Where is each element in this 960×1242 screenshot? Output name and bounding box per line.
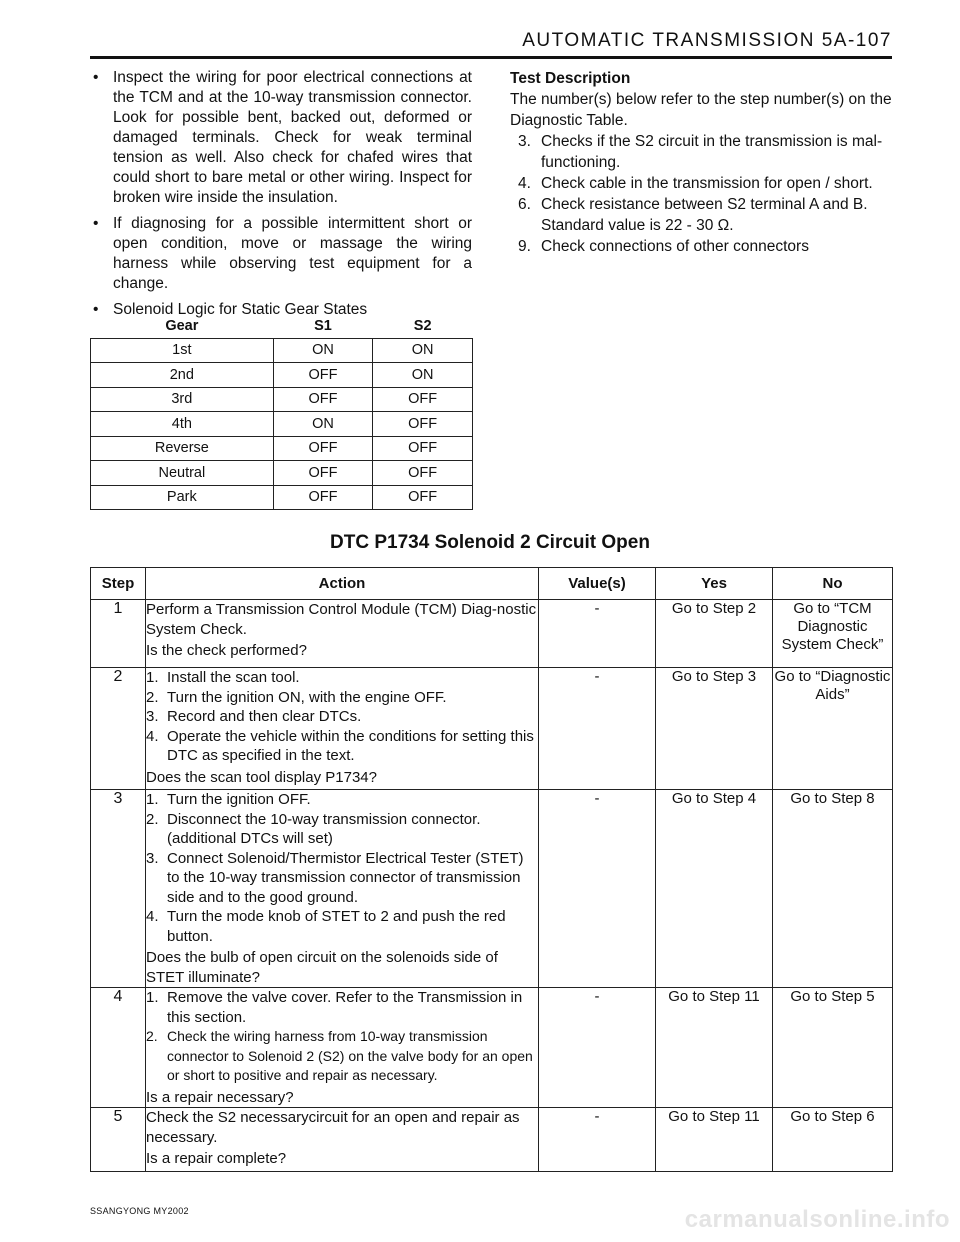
action-line-number: 1. — [146, 989, 159, 1006]
solenoid-logic-table — [90, 314, 473, 510]
table-header-row — [91, 314, 473, 338]
list-item — [510, 194, 893, 236]
left-column — [90, 68, 472, 326]
list-item — [510, 131, 893, 173]
table-cell: OFF — [373, 387, 473, 412]
action-line — [146, 668, 538, 688]
item-number: 9. — [518, 238, 531, 255]
step-number: 1 — [91, 600, 146, 668]
table-cell: 3rd — [91, 387, 274, 412]
item-text: Check resistance between S2 terminal A and B. Standard value is 22 - 30 Ω. — [541, 196, 868, 234]
action-line-number: 3. — [146, 708, 159, 725]
step-yes: Go to Step 4 — [656, 790, 773, 988]
step-yes: Go to Step 11 — [656, 1108, 773, 1172]
table-cell: 2nd — [91, 363, 274, 388]
column-header: S1 — [273, 314, 373, 338]
table-row — [91, 485, 473, 510]
step-no: Go to Step 8 — [773, 790, 893, 988]
step-yes: Go to Step 2 — [656, 600, 773, 668]
action-line: Check the S2 necessarycircuit for an open and repair as necessary. — [146, 1109, 520, 1146]
action-line-text: Operate the vehicle within the conditions for setting this DTC as specified in the text. — [167, 727, 534, 764]
table-cell: OFF — [373, 436, 473, 461]
action-line — [146, 790, 538, 810]
action-line-number: 2. — [146, 688, 159, 706]
column-header: No — [773, 568, 893, 600]
column-header: Action — [146, 568, 539, 600]
item-number: 6. — [518, 196, 531, 213]
step-number: 3 — [91, 790, 146, 988]
action-question: Is the check performed? — [146, 642, 307, 659]
table-row — [91, 363, 473, 388]
step-no: Go to Step 6 — [773, 1108, 893, 1172]
table-row — [91, 1108, 893, 1172]
action-question: Does the bulb of open circuit on the solenoids side of STET illuminate? — [146, 949, 498, 986]
action-line-text: Check the wiring harness from 10-way transmission connector to Solenoid 2 (S2) on the valve body for an open or short to positive and repair as necessary. — [167, 1028, 533, 1083]
table-cell: Neutral — [91, 461, 274, 486]
column-header: Value(s) — [539, 568, 656, 600]
table-cell: OFF — [273, 387, 373, 412]
dtc-diagnostic-table — [90, 567, 893, 1172]
list-item — [510, 173, 893, 194]
action-line-number: 2. — [146, 1028, 158, 1044]
action-line — [146, 849, 538, 908]
column-header: Step — [91, 568, 146, 600]
step-action — [146, 988, 539, 1108]
action-line — [146, 707, 538, 727]
table-row — [91, 412, 473, 437]
table-cell: OFF — [373, 485, 473, 510]
step-yes: Go to Step 11 — [656, 988, 773, 1108]
item-text: Check cable in the transmission for open / short. — [541, 175, 873, 192]
bullet-item: • If diagnosing for a possible intermittent short or open condition, move or massage the wiring harness while observing test equipment for a change. — [90, 214, 472, 294]
table-cell: OFF — [273, 461, 373, 486]
table-cell: ON — [373, 338, 473, 363]
action-line — [146, 727, 538, 766]
action-line-text: Remove the valve cover. Refer to the Transmission in this section. — [167, 989, 523, 1026]
step-value: - — [539, 790, 656, 988]
table-cell: Reverse — [91, 436, 274, 461]
column-header: Gear — [91, 314, 274, 338]
table-row — [91, 668, 893, 790]
table-row — [91, 338, 473, 363]
page-header-title: AUTOMATIC TRANSMISSION 5A-107 — [522, 30, 892, 51]
step-value: - — [539, 988, 656, 1108]
table-cell: ON — [273, 412, 373, 437]
action-line-number: 1. — [146, 791, 159, 808]
action-question: Is a repair complete? — [146, 1150, 287, 1167]
step-action — [146, 1108, 539, 1172]
table-cell: OFF — [273, 363, 373, 388]
column-header: S2 — [373, 314, 473, 338]
item-number: 4. — [518, 175, 531, 192]
table-cell: 1st — [91, 338, 274, 363]
step-no: Go to “Diagnostic Aids” — [773, 668, 893, 790]
step-number: 5 — [91, 1108, 146, 1172]
step-action — [146, 600, 539, 668]
table-header-row — [91, 568, 893, 600]
table-row — [91, 790, 893, 988]
step-no: Go to “TCM Diagnostic System Check” — [773, 600, 893, 668]
action-question: Is a repair necessary? — [146, 1088, 294, 1106]
action-line-number: 1. — [146, 669, 159, 686]
item-text: Checks if the S2 circuit in the transmission is mal-functioning. — [541, 133, 883, 171]
header-rule — [90, 56, 892, 59]
table-cell: OFF — [273, 485, 373, 510]
test-description-intro: The number(s) below refer to the step number(s) on the Diagnostic Table. — [510, 91, 892, 129]
action-line-text: Install the scan tool. — [167, 669, 300, 686]
action-question: Does the scan tool display P1734? — [146, 768, 377, 786]
action-line-text: Disconnect the 10-way transmission connector. (additional DTCs will set) — [167, 810, 481, 847]
action-line — [146, 907, 538, 946]
watermark: carmanualsonline.info — [684, 1206, 950, 1233]
test-description — [510, 68, 893, 257]
action-line-text: Connect Solenoid/Thermistor Electrical Tester (STET) to the 10-way transmission connector of transmission side and to the good ground. — [167, 849, 524, 906]
action-line-number: 4. — [146, 727, 159, 745]
page-footer: SSANGYONG MY2002 — [90, 1206, 189, 1216]
table-row — [91, 988, 893, 1108]
step-number: 2 — [91, 668, 146, 790]
item-text: Check connections of other connectors — [541, 238, 809, 255]
action-line-text: Turn the ignition ON, with the engine OFF. — [167, 688, 447, 706]
table-row — [91, 387, 473, 412]
step-action — [146, 790, 539, 988]
step-number: 4 — [91, 988, 146, 1108]
step-action — [146, 668, 539, 790]
list-item — [510, 236, 893, 257]
table-cell: OFF — [373, 461, 473, 486]
step-value: - — [539, 668, 656, 790]
table-row — [91, 461, 473, 486]
table-cell: ON — [373, 363, 473, 388]
column-header: Yes — [656, 568, 773, 600]
test-description-heading: Test Description — [510, 70, 631, 87]
step-no: Go to Step 5 — [773, 988, 893, 1108]
table-row — [91, 436, 473, 461]
item-number: 3. — [518, 133, 531, 150]
action-line-number: 4. — [146, 908, 159, 925]
action-line-number: 2. — [146, 810, 159, 828]
action-line-text: Record and then clear DTCs. — [167, 708, 362, 725]
table-cell: ON — [273, 338, 373, 363]
table-cell: Park — [91, 485, 274, 510]
action-line — [146, 1027, 538, 1086]
action-line — [146, 988, 538, 1027]
dtc-table-title: DTC P1734 Solenoid 2 Circuit Open — [330, 532, 650, 553]
step-yes: Go to Step 3 — [656, 668, 773, 790]
action-line-text: Turn the ignition OFF. — [167, 791, 311, 808]
bullet-item: • Solenoid Logic for Static Gear States — [90, 300, 472, 320]
table-cell: OFF — [273, 436, 373, 461]
action-line-number: 3. — [146, 849, 159, 867]
bullet-item: • Inspect the wiring for poor electrical connections at the TCM and at the 10-way transmission connector. Look for possible bent, backed out, deformed or damaged terminals. Check for weak terminal tension as well. Also check for chafed wires that could short to bare metal or other wiring. Inspect for broken wire inside the insulation. — [90, 68, 472, 208]
table-cell: 4th — [91, 412, 274, 437]
step-value: - — [539, 1108, 656, 1172]
table-cell: OFF — [373, 412, 473, 437]
step-value: - — [539, 600, 656, 668]
action-line — [146, 810, 538, 849]
table-row — [91, 600, 893, 668]
action-line: Perform a Transmission Control Module (TCM) Diag-nostic System Check. — [146, 601, 537, 638]
action-line — [146, 688, 538, 708]
action-line-text: Turn the mode knob of STET to 2 and push the red button. — [167, 908, 506, 945]
